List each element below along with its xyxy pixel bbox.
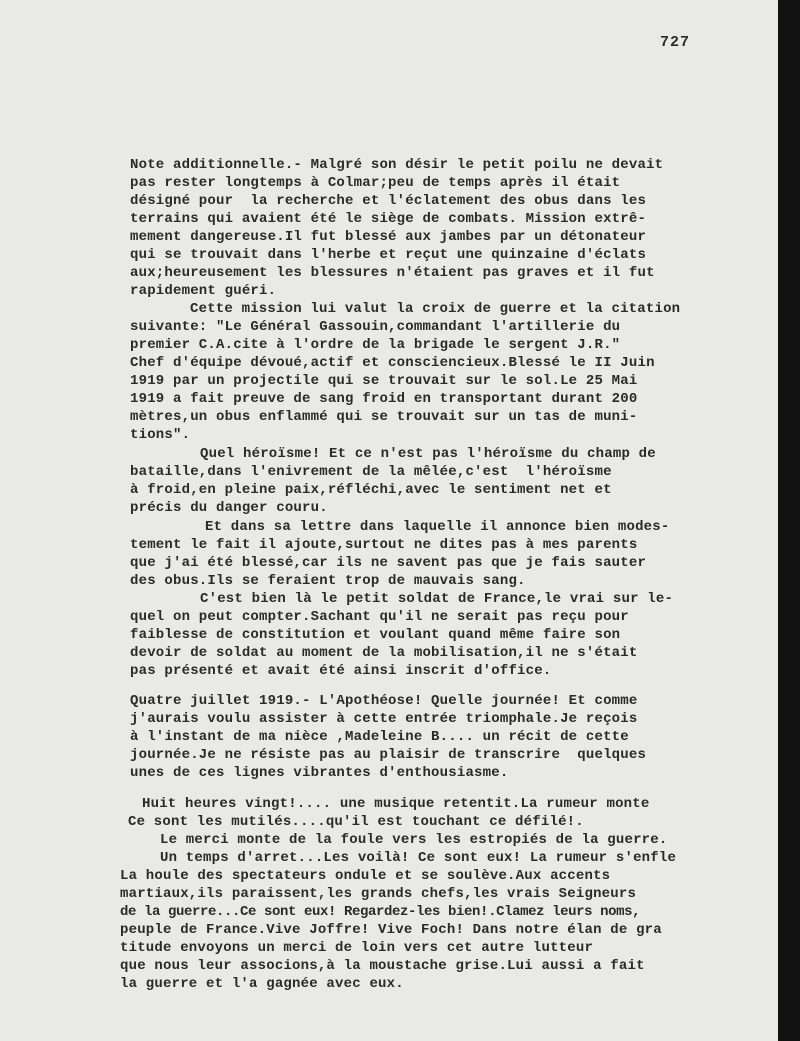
text-line: que nous leur associons,à la moustache grise.Lui aussi a fait [120,958,645,974]
text-line: La houle des spectateurs ondule et se soulève.Aux accents [120,868,611,884]
text-line: martiaux,ils paraissent,les grands chefs,les vrais Seigneurs [120,886,637,902]
text-line: tions". [130,427,191,443]
text-line: pas présenté et avait été ainsi inscrit d'office. [130,663,552,679]
text-line: terrains qui avaient été le siège de combats. Mission extrê- [130,211,647,227]
text-line: Et dans sa lettre dans laquelle il annonce bien modes- [205,519,670,535]
text-line: unes de ces lignes vibrantes d'enthousiasme. [130,765,509,781]
text-line: aux;heureusement les blessures n'étaient pas graves et il fut [130,265,655,281]
text-line: faiblesse de constitution et voulant quand même faire son [130,627,621,643]
text-line: la guerre et l'a gagnée avec eux. [120,976,404,992]
text-line: 1919 a fait preuve de sang froid en transportant durant 200 [130,391,638,407]
text-line: tement le fait il ajoute,surtout ne dites pas à mes parents [130,537,638,553]
text-line: rapidement guéri. [130,283,277,299]
text-line: Quel héroïsme! Et ce n'est pas l'héroïsme du champ de [200,446,656,462]
text-line: 1919 par un projectile qui se trouvait sur le sol.Le 25 Mai [130,373,638,389]
scan-border [778,0,800,1041]
text-line: mètres,un obus enflammé qui se trouvait sur un tas de muni- [130,409,638,425]
text-line: Le merci monte de la foule vers les estropiés de la guerre. [160,832,668,848]
text-line: que j'ai été blessé,car ils ne savent pas que je fais sauter [130,555,647,571]
text-line: de la guerre...Ce sont eux! Regardez-les bien!.Clamez leurs noms, [120,904,641,920]
text-line: désigné pour la recherche et l'éclatement des obus dans les [130,193,647,209]
text-line: devoir de soldat au moment de la mobilisation,il ne s'était [130,645,638,661]
text-line: suivante: "Le Général Gassouin,commandant l'artillerie du [130,319,621,335]
text-line: à l'instant de ma nièce ,Madeleine B.... un récit de cette [130,729,629,745]
text-line: Huit heures vingt!.... une musique retentit.La rumeur monte [142,796,650,812]
text-line: des obus.Ils se feraient trop de mauvais sang. [130,573,526,589]
text-line: C'est bien là le petit soldat de France,le vrai sur le- [200,591,674,607]
text-line: Ce sont les mutilés....qu'il est touchant ce défilé!. [128,814,584,830]
page-number: 727 [660,34,691,51]
text-line: quel on peut compter.Sachant qu'il ne serait pas reçu pour [130,609,629,625]
text-line: bataille,dans l'enivrement de la mêlée,c'est l'héroïsme [130,464,612,480]
text-line: peuple de France.Vive Joffre! Vive Foch! Dans notre élan de gra [120,922,662,938]
text-line: à froid,en pleine paix,réfléchi,avec le sentiment net et [130,482,612,498]
text-line: j'aurais voulu assister à cette entrée triomphale.Je reçois [130,711,638,727]
text-line: Un temps d'arret...Les voilà! Ce sont eux! La rumeur s'enfle [160,850,677,866]
text-line: Chef d'équipe dévoué,actif et consciencieux.Blessé le II Juin [130,355,655,371]
text-line: Cette mission lui valut la croix de guerre et la citation [190,301,681,317]
text-line: précis du danger couru. [130,500,328,516]
text-line: Quatre juillet 1919.- L'Apothéose! Quelle journée! Et comme [130,693,638,709]
text-line: Note additionnelle.- Malgré son désir le petit poilu ne devait [130,157,664,173]
text-line: journée.Je ne résiste pas au plaisir de transcrire quelques [130,747,647,763]
text-line: pas rester longtemps à Colmar;peu de temps après il était [130,175,621,191]
text-line: titude envoyons un merci de loin vers cet autre lutteur [120,940,594,956]
text-line: qui se trouvait dans l'herbe et reçut une quinzaine d'éclats [130,247,647,263]
text-line: mement dangereuse.Il fut blessé aux jambes par un détonateur [130,229,647,245]
text-line: premier C.A.cite à l'ordre de la brigade le sergent J.R." [130,337,621,353]
